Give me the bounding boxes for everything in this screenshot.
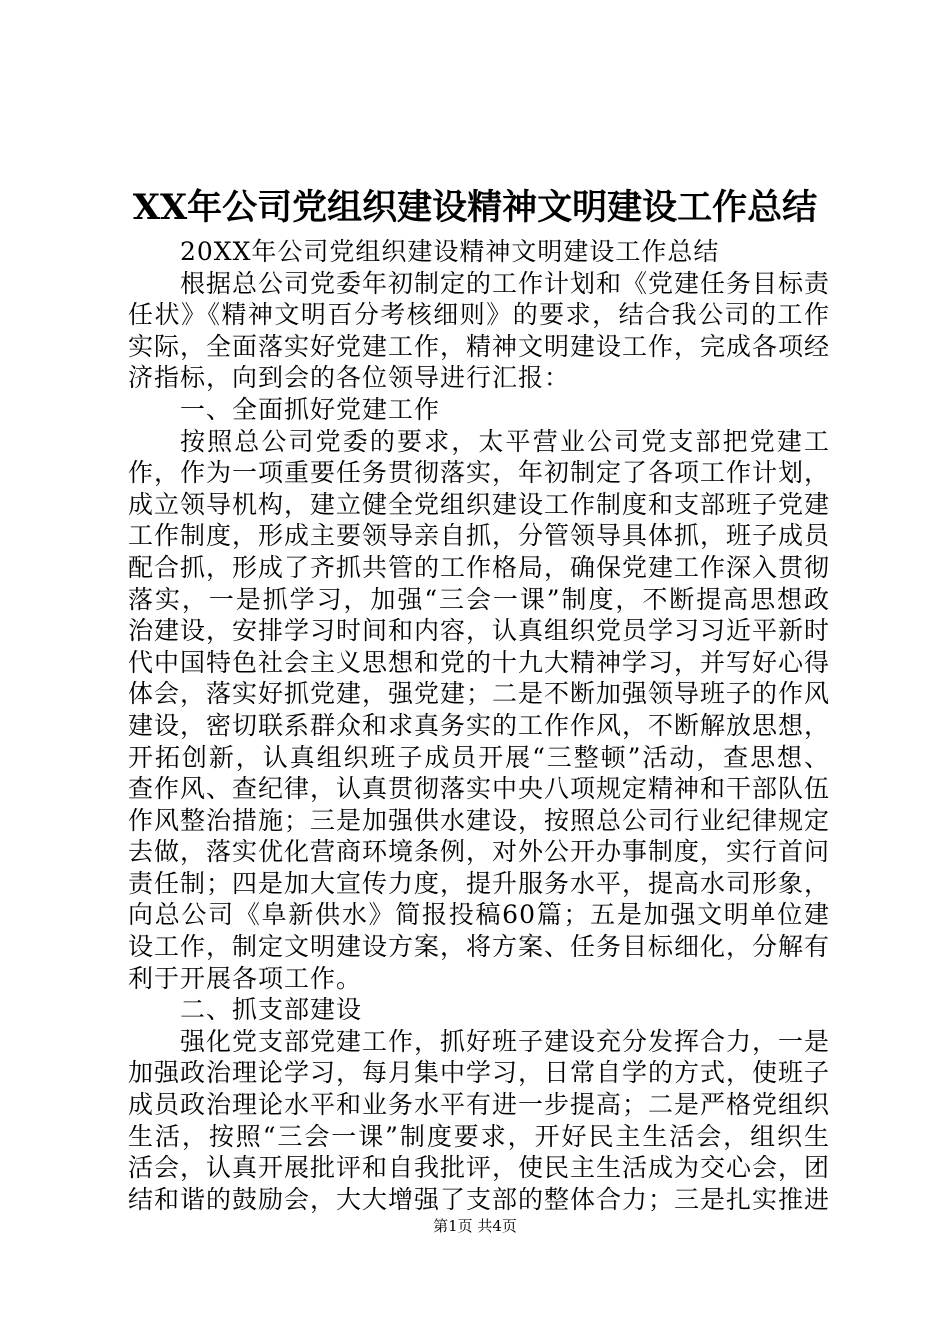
- section-1-paragraph: 按照总公司党委的要求，太平营业公司党支部把党建工作，作为一项重要任务贯彻落实，年初制定了各项工作计划，成立领导机构，建立健全党组织建设工作制度和支部班子党建工作制度，形成主要领导亲自抓，分管领导具体抓，班子成员配合抓，形成了齐抓共管的工作格局，确保党建工作深入贯彻落实，一是抓学习，加强“三会一课”制度，不断提高思想政治建设，安排学习时间和内容，认真组织党员学习习近平新时代中国特色社会主义思想和党的十九大精神学习，并写好心得体会，落实好抓党建，强党建；二是不断加强领导班子的作风建设，密切联系群众和求真务实的工作作风，不断解放思想，开拓创新，认真组织班子成员开展“三整顿”活动，查思想、查作风、查纪律，认真贯彻落实中央八项规定精神和干部队伍作风整治措施；三是加强供水建设，按照总公司行业纪律规定去做，落实优化营商环境条例，对外公开办事制度，实行首问责任制；四是加大宣传力度，提升服务水平，提高水司形象，向总公司《阜新供水》简报投稿60篇；五是加强文明单位建设工作，制定文明建设方案，将方案、任务目标细化，分解有利于开展各项工作。: [128, 426, 831, 993]
- subtitle-paragraph: 20XX年公司党组织建设精神文明建设工作总结: [180, 237, 720, 266]
- page-footer: 第1页 共4页: [433, 1217, 517, 1235]
- section-heading-2: 二、抓支部建设: [180, 995, 363, 1025]
- document-body: [128, 236, 830, 1215]
- document-title: XX年公司党组织建设精神文明建设工作总结: [132, 187, 818, 228]
- section-heading-1: 一、全面抓好党建工作: [180, 394, 441, 424]
- intro-paragraph: 根据总公司党委年初制定的工作计划和《党建任务目标责任状》《精神文明百分考核细则》的要求，结合我公司的工作实际，全面落实好党建工作，精神文明建设工作，完成各项经济指标，向到会的各位领导进行汇报：: [128, 268, 831, 393]
- section-2-paragraph: 强化党支部党建工作，抓好班子建设充分发挥合力，一是加强政治理论学习，每月集中学习，日常自学的方式，使班子成员政治理论水平和业务水平有进一步提高；二是严格党组织生活，按照“三会一课”制度要求，开好民主生活会，组织生活会，认真开展批评和自我批评，使民主生活成为交心会，团结和谐的鼓励会，大大增强了支部的整体合力；三是扎实推进: [128, 1026, 831, 1214]
